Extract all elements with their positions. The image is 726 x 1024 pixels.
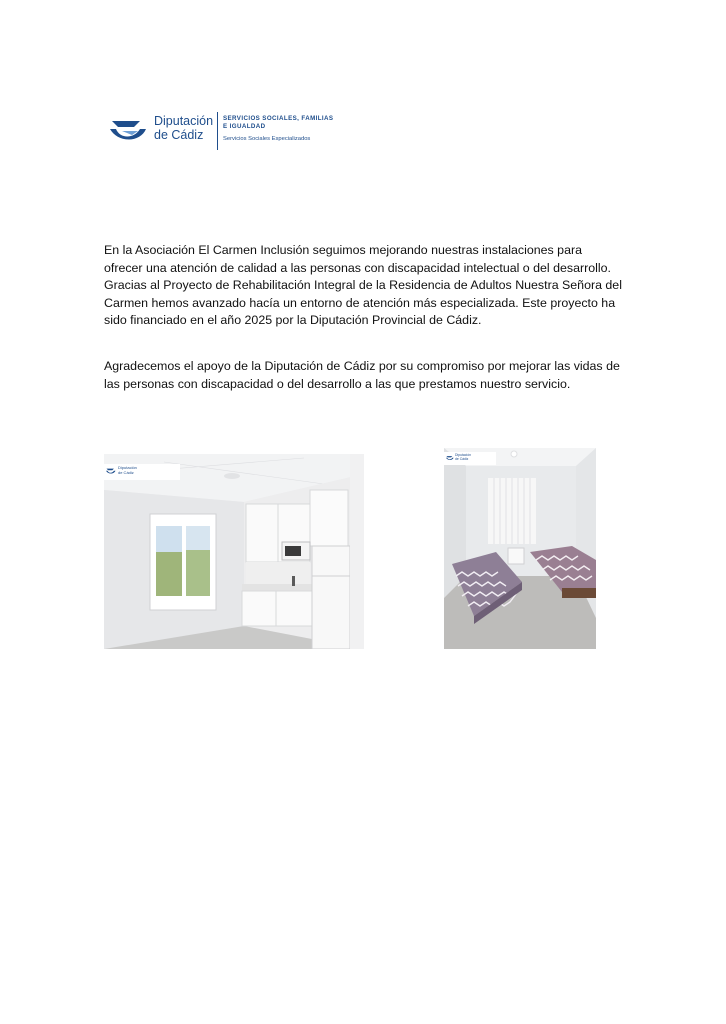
photo-watermark-logo: Diputación de Cádiz: [104, 464, 180, 480]
diputacion-cadiz-logo: [110, 112, 350, 152]
bedroom-photo: [444, 448, 596, 649]
logo-divider: [217, 112, 218, 150]
body-paragraph-2: Agradecemos el apoyo de la Diputación de Cádiz por su compromiso por mejorar las vidas de las personas con discapacidad o del desarrollo a las que prestamos nuestro servicio.: [104, 359, 620, 391]
body-paragraph-1: En la Asociación El Carmen Inclusión seguimos mejorando nuestras instalaciones para ofrecer una atención de calidad a las personas con discapacidad intelectual o del desarrollo. Gracias al Proyecto de Rehabilitación Integral de la Residencia de Adultos Nuestra Señora del Carmen hemos avanzado hacía un entorno de atención más especializada. Este proyecto ha sido financiado en el año 2025 por la Diputación Provincial de Cádiz.: [104, 243, 622, 328]
diputacion-emblem-icon: [110, 117, 148, 143]
kitchen-photo: [104, 454, 364, 649]
logo-department: SERVICIOS SOCIALES, FAMILIAS E IGUALDAD: [223, 115, 334, 130]
photo-watermark-logo: Diputación de Cádiz: [444, 452, 496, 465]
logo-name: Diputación de Cádiz: [154, 114, 214, 142]
logo-subdepartment: Servicios Sociales Especializados: [223, 136, 311, 142]
